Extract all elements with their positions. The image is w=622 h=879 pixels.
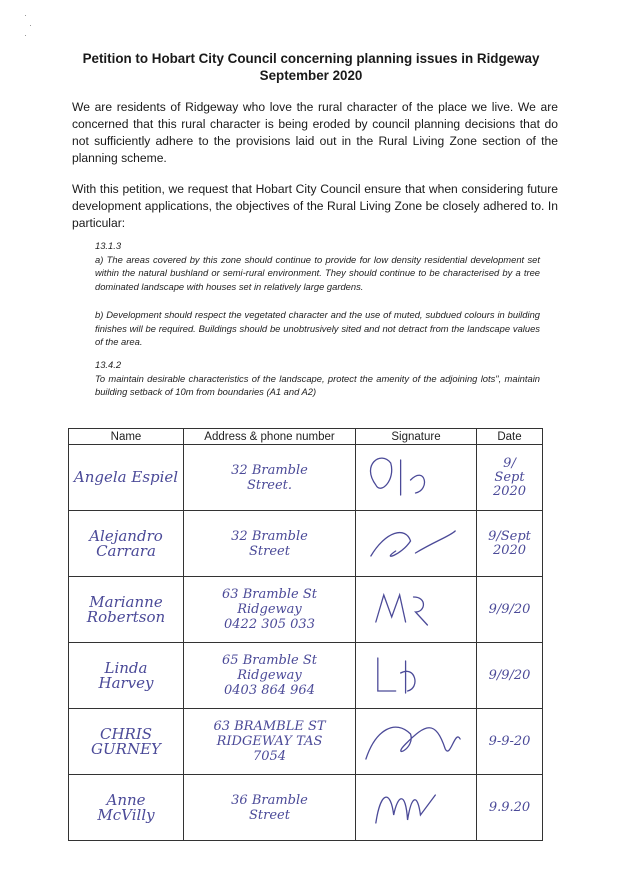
- handwritten-signature: [356, 775, 476, 840]
- table-row: [69, 511, 543, 577]
- clause-text-a: a) The areas covered by this zone should continue to provide for low density residential development set within the natural bushland or semi-rural environment. They should continue to be characterised by a tree dominated landscape with houses set in relatively large gardens.: [95, 253, 540, 292]
- handwritten-address-line: 7054: [252, 749, 287, 764]
- title-line-1: Petition to Hobart City Council concerning planning issues in Ridgeway: [82, 51, 540, 66]
- signature-cell: [356, 577, 477, 643]
- signature-cell: [356, 709, 477, 775]
- signature-stroke: [376, 795, 436, 823]
- table-row: [69, 577, 543, 643]
- clause-number: 13.4.2: [95, 359, 122, 370]
- signature-stroke: [370, 458, 424, 495]
- address-cell: [184, 445, 356, 511]
- name-cell: [69, 511, 184, 577]
- intro-paragraph: We are residents of Ridgeway who love the rural character of the place we live. We are concerned that this rural character is being eroded by council planning decisions that do not sufficiently adhere to the provisions laid out in the Rural Living Zone section of the planning scheme.: [72, 100, 558, 165]
- handwritten-address-line: 63 Bramble St: [222, 587, 317, 602]
- handwritten-address-line: 32 Bramble: [231, 462, 308, 478]
- name-cell: [69, 577, 184, 643]
- handwritten-signature: [356, 709, 476, 774]
- handwritten-name-line: Harvey: [98, 673, 154, 692]
- handwritten-name-line: CHRIS: [99, 724, 153, 743]
- handwritten-address-line: 36 Bramble: [231, 792, 308, 808]
- handwritten-signature: [356, 643, 476, 708]
- handwritten-address-line: 0422 305 033: [224, 617, 315, 632]
- clause-number: 13.1.3: [95, 240, 122, 251]
- clause-13-1-3: [95, 239, 540, 293]
- handwritten-name-line: Linda: [104, 658, 148, 677]
- handwritten-address-line: Street: [249, 543, 290, 559]
- handwritten-address-line: Ridgeway: [237, 668, 302, 683]
- address-cell: [184, 577, 356, 643]
- handwritten-date-line: 2020: [492, 542, 527, 558]
- handwritten-name-line: Anne: [106, 790, 146, 809]
- table-row: [69, 643, 543, 709]
- name-cell: [69, 775, 184, 841]
- name-cell: [69, 445, 184, 511]
- signature-stroke: [371, 531, 455, 556]
- signature-cell: [356, 775, 477, 841]
- handwritten-address-line: Street.: [246, 477, 293, 493]
- handwritten-signature: [356, 577, 476, 642]
- handwritten-date-line: 9/Sept: [488, 528, 531, 544]
- name-cell: [69, 643, 184, 709]
- handwritten-address-line: RIDGEWAY TAS: [216, 734, 323, 749]
- handwritten-name-line: Alejandro Carrara: [89, 526, 163, 560]
- clause-text-b: b) Development should respect the vegetated character and the use of muted, subdued colours in building finishes will be required. Buildings should be unobtrusively sited and not detract from the landscape values of the area.: [95, 309, 540, 348]
- handwritten-name-line: GURNEY: [91, 739, 161, 758]
- petition-title: [40, 50, 582, 84]
- date-cell: [477, 709, 543, 775]
- signature-stroke: [376, 595, 428, 625]
- date-cell: [477, 577, 543, 643]
- signature-cell: [356, 643, 477, 709]
- handwritten-signature: [356, 445, 476, 510]
- signature-stroke: [366, 727, 460, 759]
- handwritten-address-line: 65 Bramble St: [222, 653, 317, 668]
- handwritten-address-line: 63 BRAMBLE ST: [213, 719, 326, 734]
- handwritten-date-line: 9.9.20: [488, 799, 531, 815]
- signature-stroke: [378, 658, 415, 693]
- handwritten-date-line: 9/9/20: [488, 601, 531, 617]
- handwritten-signature: [356, 511, 476, 576]
- handwritten-address-line: 32 Bramble: [231, 528, 308, 544]
- address-cell: [184, 511, 356, 577]
- signature-cell: [356, 511, 477, 577]
- header-address: Address & phone number: [184, 429, 356, 445]
- scan-specks: · · ·: [24, 10, 32, 40]
- table-row: [69, 709, 543, 775]
- header-name: Name: [69, 429, 184, 445]
- handwritten-address-line: Street: [249, 807, 290, 823]
- handwritten-date-line: 2020: [492, 483, 527, 499]
- title-line-2: September 2020: [259, 68, 363, 83]
- address-cell: [184, 643, 356, 709]
- handwritten-name-line: Robertson: [86, 607, 166, 626]
- address-cell: [184, 775, 356, 841]
- handwritten-name-line: McVilly: [97, 805, 155, 824]
- handwritten-date-line: 9-9-20: [488, 733, 531, 749]
- date-cell: [477, 643, 543, 709]
- handwritten-date-line: Sept: [494, 469, 525, 485]
- table-row: [69, 775, 543, 841]
- signature-table: [68, 428, 543, 841]
- date-cell: [477, 775, 543, 841]
- table-row: [69, 445, 543, 511]
- table-header-row: [69, 429, 543, 445]
- signature-cell: [356, 445, 477, 511]
- handwritten-address-line: Ridgeway: [237, 602, 302, 617]
- handwritten-address-line: 0403 864 964: [224, 683, 315, 698]
- request-paragraph: With this petition, we request that Hobart City Council ensure that when considering future development applications, the objectives of the Rural Living Zone be closely adhered to. In particular:: [72, 182, 558, 230]
- date-cell: [477, 511, 543, 577]
- clause-13-4-2: [95, 358, 540, 399]
- clause-text: To maintain desirable characteristics of the landscape, protect the amenity of the adjoining lots", maintain building setback of 10m from boundaries (A1 and A2): [95, 372, 540, 398]
- handwritten-date-line: 9/: [503, 455, 516, 471]
- address-cell: [184, 709, 356, 775]
- handwritten-name-line: Angela Espiel: [73, 468, 179, 486]
- name-cell: [69, 709, 184, 775]
- date-cell: [477, 445, 543, 511]
- handwritten-name-line: Marianne: [89, 592, 163, 611]
- header-signature: Signature: [356, 429, 477, 445]
- handwritten-date-line: 9/9/20: [488, 667, 531, 683]
- header-date: Date: [477, 429, 543, 445]
